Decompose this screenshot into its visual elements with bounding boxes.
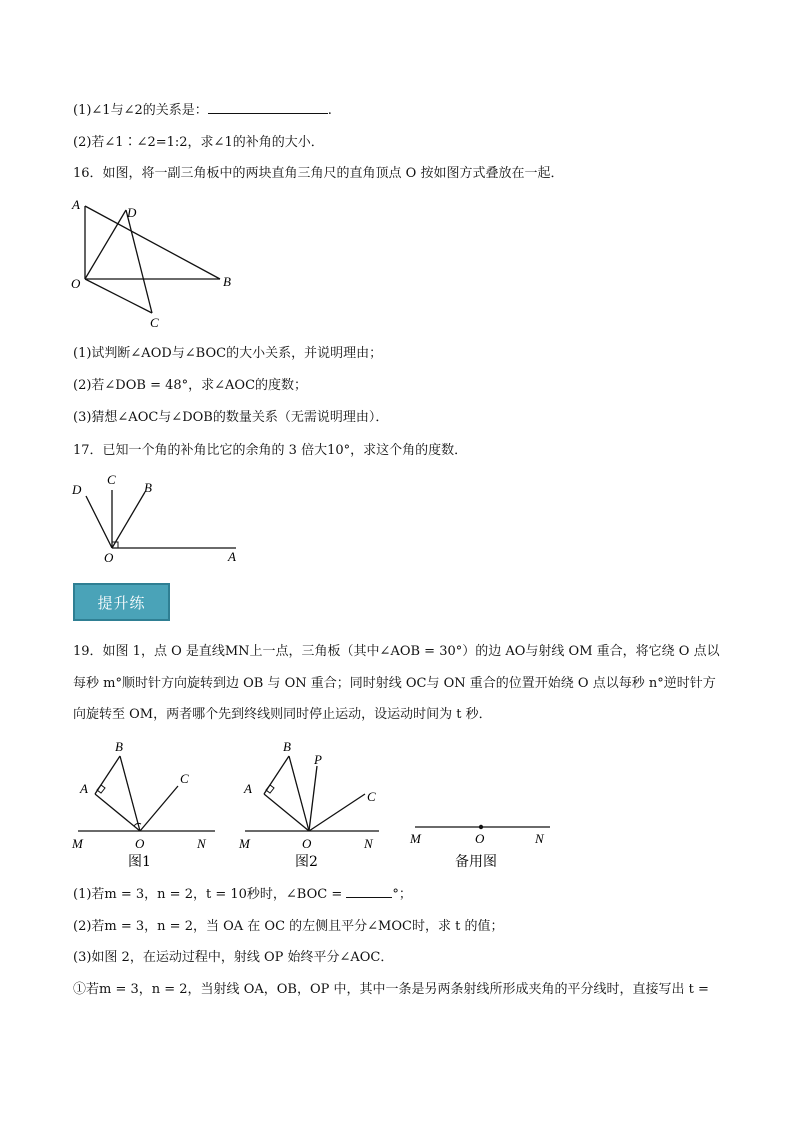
spare-figure-caption: 备用图	[455, 854, 497, 870]
label-A: A	[80, 781, 88, 796]
q15-answer-blank[interactable]	[208, 102, 328, 114]
q19-figure-spare	[405, 800, 555, 872]
q19-part1-end: °；	[392, 887, 412, 902]
q17-stem: 17．已知一个角的补角比它的余角的 3 倍大10°，求这个角的度数．	[73, 443, 468, 458]
label-O: O	[71, 276, 81, 291]
q19-part2: (2)若m = 3，n = 2，当 OA 在 OC 的左侧且平分∠MOC时，求 t 的值；	[73, 919, 504, 934]
q16-stem: 16．如图，将一副三角板中的两块直角三角尺的直角顶点 O 按如图方式叠放在一起．	[73, 166, 564, 181]
segment-OB	[120, 756, 140, 831]
label-O: O	[302, 836, 312, 851]
ray-OD	[86, 496, 112, 548]
figure-2-caption: 图2	[295, 854, 318, 870]
label-A: A	[228, 549, 236, 564]
ray-OC	[140, 786, 178, 831]
segment-DC	[126, 210, 152, 313]
q15-part1-text: (1)∠1与∠2的关系是：	[73, 103, 208, 118]
label-C: C	[180, 771, 189, 786]
q16-part3: (3)猜想∠AOC与∠DOB的数量关系（无需说明理由）．	[73, 410, 389, 425]
q15-part1	[73, 102, 332, 120]
segment-OA	[264, 794, 309, 831]
segment-OC	[85, 279, 152, 313]
q19-line1: 19．如图 1，点 O 是直线MN上一点，三角板（其中∠AOB = 30°）的边 AO与射线 OM 重合，将它绕 O 点以	[73, 644, 720, 659]
label-M: M	[72, 836, 83, 851]
label-A: A	[72, 197, 80, 212]
q19-line2: 每秒 m°顺时针方向旋转到边 OB 与 ON 重合；同时射线 OC与 ON 重合的位置开始绕 O 点以每秒 n°逆时针方	[73, 676, 716, 691]
label-D: D	[127, 205, 137, 220]
label-O: O	[135, 836, 145, 851]
right-angle-mark	[97, 785, 105, 793]
label-B: B	[144, 480, 152, 495]
ray-OB	[112, 492, 145, 548]
label-A: A	[244, 781, 252, 796]
label-M: M	[410, 831, 421, 846]
label-C: C	[367, 789, 376, 804]
figure-1-caption: 图1	[128, 854, 151, 870]
label-N: N	[535, 831, 544, 846]
label-N: N	[364, 836, 373, 851]
q19-part1-text: (1)若m = 3，n = 2，t = 10秒时，∠BOC =	[73, 887, 347, 902]
q15-part1-end: .	[327, 103, 332, 118]
segment-AB	[85, 206, 220, 279]
label-N: N	[197, 836, 206, 851]
q19-answer-blank[interactable]	[346, 886, 392, 898]
q16-part2: (2)若∠DOB = 48°，求∠AOC的度数；	[73, 378, 308, 393]
q19-part1	[73, 886, 412, 904]
label-B: B	[283, 739, 291, 754]
right-angle-mark	[266, 785, 274, 793]
improve-practice-button[interactable]: 提升练	[73, 583, 170, 621]
label-D: D	[72, 482, 82, 497]
q16-figure	[66, 193, 246, 333]
label-O: O	[104, 550, 114, 565]
q16-part1: (1)试判断∠AOD与∠BOC的大小关系，并说明理由；	[73, 346, 383, 361]
ray-OP	[309, 766, 317, 831]
point-O	[479, 825, 483, 829]
label-C: C	[150, 315, 159, 330]
label-B: B	[223, 274, 231, 289]
q17-figure	[66, 468, 246, 566]
angle-arc	[134, 823, 141, 826]
label-O: O	[475, 831, 485, 846]
q19-figure-2	[237, 736, 387, 872]
q19-part3a: ①若m = 3，n = 2，当射线 OA，OB，OP 中，其中一条是另两条射线所形成夹角的平分线时，直接写出 t =	[73, 982, 709, 997]
q19-line3: 向旋转至 OM，两者哪个先到终线则同时停止运动，设运动时间为 t 秒．	[73, 707, 492, 722]
segment-OB	[289, 756, 309, 831]
segment-OA	[95, 794, 140, 831]
label-M: M	[239, 836, 250, 851]
label-P: P	[314, 752, 322, 767]
label-C: C	[107, 472, 116, 487]
q19-figure-1	[70, 736, 220, 872]
q15-part2: (2)若∠1∶∠2=1:2，求∠1的补角的大小．	[73, 135, 324, 150]
label-B: B	[115, 739, 123, 754]
q19-part3: (3)如图 2，在运动过程中，射线 OP 始终平分∠AOC．	[73, 950, 394, 965]
ray-OC	[309, 794, 365, 831]
segment-OD	[85, 210, 126, 279]
